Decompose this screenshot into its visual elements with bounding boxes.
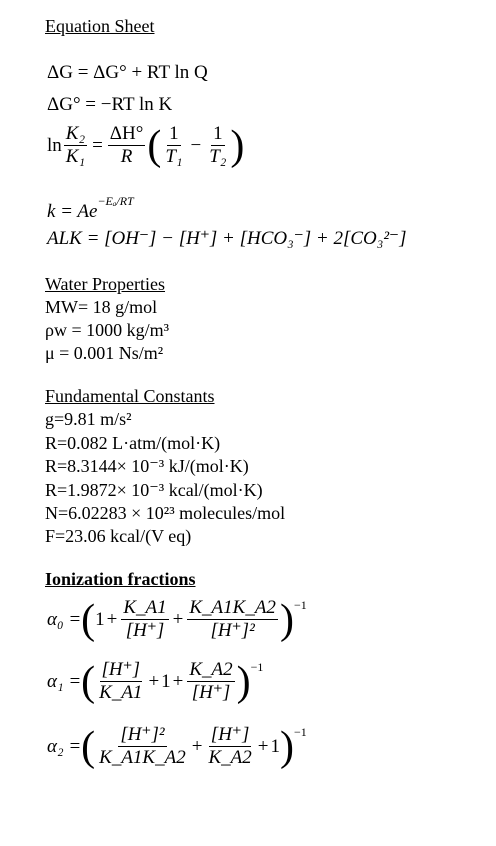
alpha1-label: α₁ =	[47, 670, 82, 692]
standard-gibbs-equation: ΔG° = −RT ln K	[47, 94, 173, 115]
alpha0-frac1	[121, 598, 168, 641]
alpha0-label: α₀ =	[47, 608, 82, 630]
alkalinity-equation: ALK = [OH⁻] − [H⁺] + [HCO₃⁻] + 2[CO₃²⁻]	[47, 228, 407, 249]
water-properties-title: Water Properties	[45, 274, 166, 294]
alpha0-equation: α₀ = ( 1 + $\frac{K\_A1}{[H^+]}$ + $\frac{K\_A1K\_A2}{\text{[H⁺]²}}$ ) −1	[47, 596, 307, 643]
alpha1-plus-1: +	[148, 670, 160, 692]
alpha1-frac1	[97, 660, 144, 703]
alpha2-exponent: −1	[293, 725, 307, 739]
fundamental-constants-title: Fundamental Constants	[45, 386, 215, 406]
arrhenius-equation	[47, 194, 134, 223]
alpha1-frac2-den: [H⁺]	[191, 682, 231, 703]
alpha0-frac1-den: [H⁺]	[125, 620, 165, 641]
constant-r-kcal: R=1.9872× 10⁻³ kcal/(mol·K)	[45, 480, 263, 500]
alpha2-plus-2: +	[257, 735, 269, 757]
t1-numerator: 1	[169, 123, 179, 144]
alpha2-frac2-den: K_A2	[208, 747, 252, 768]
alpha2-frac1	[97, 725, 188, 768]
alpha2-equation: α₂ = ( $\frac{\text{[H⁺]²}}{K\_A1K\_A2}$ + $\frac{[H^+]}{K\_A2}$ + 1 ) −1	[47, 723, 307, 770]
alpha0-exponent: −1	[293, 598, 307, 612]
alpha2-plus-1: +	[191, 735, 203, 757]
alpha0-plus-1: +	[106, 608, 118, 630]
inverse-t1-fraction	[163, 124, 184, 167]
alpha0-one: 1	[95, 608, 105, 630]
alpha1-exponent: −1	[250, 660, 264, 674]
r-denominator: R	[120, 146, 133, 167]
constant-r-atm: R=0.082 L·atm/(mol·K)	[45, 433, 221, 453]
ln-symbol: ln	[47, 134, 62, 156]
alpha1-frac1-den: K_A1	[99, 682, 143, 703]
alpha1-one: 1	[161, 670, 171, 692]
alpha1-plus-2: +	[172, 670, 184, 692]
water-mw: MW= 18 g/mol	[45, 297, 158, 317]
k-ratio-fraction	[64, 124, 87, 167]
enthalpy-numerator: ΔH°	[109, 123, 144, 144]
alpha2-frac2	[206, 725, 253, 768]
t2-denominator: T₂	[209, 146, 227, 167]
inverse-t2-fraction	[207, 124, 228, 167]
k1-denominator: K₁	[65, 146, 86, 167]
t2-numerator: 1	[213, 123, 223, 144]
alpha0-frac2-num: K_A1K_A2	[189, 597, 276, 618]
k2-numerator: K₂	[65, 123, 86, 144]
enthalpy-fraction	[108, 124, 146, 167]
alpha2-label: α₂ =	[47, 735, 82, 757]
alpha1-frac1-num: [H⁺]	[101, 659, 141, 680]
alpha0-plus-2: +	[172, 608, 184, 630]
vant-hoff-equation: ln $\frac{\text{K₂}}{\text{K₁}}$ = $\frac{\Delta H^\circ}{R}$ ( $\frac{1}{\text{T₁}}$ − $\frac{1}{\text{T₂}}$ )	[47, 122, 245, 169]
alpha0-frac1-num: K_A1	[123, 597, 167, 618]
alpha2-frac2-num: [H⁺]	[210, 724, 250, 745]
ionization-fractions-title: Ionization fractions	[45, 569, 196, 589]
alpha1-frac2	[187, 660, 234, 703]
alpha2-frac1-den: K_A1K_A2	[99, 747, 186, 768]
alpha2-frac1-num: [H⁺]²	[120, 724, 165, 745]
constant-gravity: g=9.81 m/s²	[45, 409, 132, 429]
constant-faraday: F=23.06 kcal/(V eq)	[45, 526, 192, 546]
constant-r-kj: R=8.3144× 10⁻³ kJ/(mol·K)	[45, 456, 249, 476]
gibbs-equation: ΔG = ΔG° + RT ln Q	[47, 62, 208, 83]
constant-avogadro: N=6.02283 × 10²³ molecules/mol	[45, 503, 286, 523]
water-density: ρw = 1000 kg/m³	[45, 320, 170, 340]
alpha1-equation: α₁ = ( $\frac{[H^+]}{K\_A1}$ + 1 + $\frac{K\_A2}{[H^+]}$ ) −1	[47, 658, 264, 705]
alpha1-frac2-num: K_A2	[189, 659, 233, 680]
alpha2-one: 1	[270, 735, 280, 757]
equation-sheet-title: Equation Sheet	[45, 16, 155, 36]
t1-denominator: T₁	[165, 146, 183, 167]
arrhenius-base: k = Ae	[47, 201, 98, 222]
arrhenius-exponent: −Eₐ/RT	[97, 194, 134, 208]
water-viscosity: μ = 0.001 Ns/m²	[45, 343, 164, 363]
alpha0-frac2	[187, 598, 278, 641]
alpha0-frac2-den: [H⁺]²	[210, 620, 255, 641]
